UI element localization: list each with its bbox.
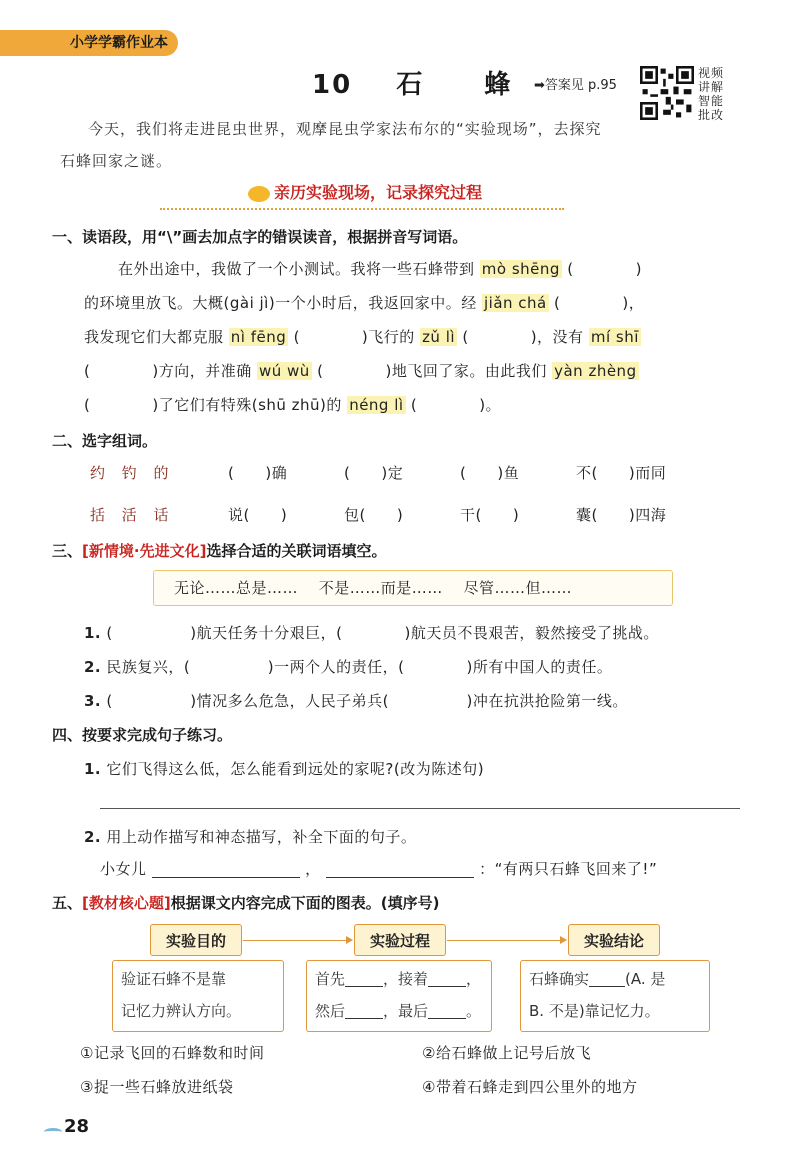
- q4-sentence: [100, 858, 657, 879]
- pinyin-7: yàn zhèng: [554, 362, 637, 380]
- option-1: ①记录飞回的石蜂数和时间: [80, 1044, 265, 1062]
- wave-icon: [44, 1128, 62, 1136]
- q5-num: 五、: [52, 894, 83, 912]
- conclusion-line-2: B. 不是)靠记忆力。: [529, 1002, 660, 1020]
- q2-item-2-4[interactable]: 囊( )四海: [576, 506, 667, 524]
- purpose-header: 实验目的: [150, 924, 242, 956]
- conclusion-text: (A. 是: [625, 970, 666, 988]
- q1-line-4: [84, 360, 639, 381]
- q1-text: )了它们有特殊(shū zhū)的: [152, 396, 342, 414]
- arrow-right-icon: [447, 940, 561, 941]
- blank-conclusion[interactable]: [589, 973, 625, 987]
- blank-4[interactable]: (: [462, 328, 531, 346]
- q4-heading: 四、按要求完成句子练习。: [52, 726, 233, 744]
- process-text: 。: [466, 1002, 482, 1020]
- item-number: 2.: [84, 828, 102, 846]
- blank-step-4[interactable]: [428, 1005, 466, 1019]
- q1-text: 我发现它们大都克服: [84, 328, 224, 346]
- process-text: 然后: [315, 1002, 346, 1020]
- bee-icon: [248, 186, 270, 202]
- q2-item-2-1[interactable]: 说( ): [228, 506, 288, 524]
- qr-code-icon[interactable]: [640, 66, 694, 120]
- q3-heading: [52, 540, 386, 561]
- option-2: ②给石蜂做上记号后放飞: [422, 1044, 591, 1062]
- q2-item-1-4[interactable]: 不( )而同: [576, 464, 667, 482]
- q1-text: )飞行的: [361, 328, 415, 346]
- process-box: [306, 960, 492, 1032]
- q2-item-1-1[interactable]: ( )确: [228, 464, 288, 482]
- pinyin-4: zǔ lì: [422, 328, 456, 346]
- pinyin-6: wú wù: [259, 362, 310, 380]
- q2-item-1-2[interactable]: ( )定: [344, 464, 404, 482]
- q1-text: )。: [479, 396, 502, 414]
- blank-5[interactable]: (: [84, 362, 153, 380]
- q3-text: )航天任务十分艰巨，(: [190, 624, 343, 642]
- q3-text: (: [106, 624, 113, 642]
- conclusion-header: 实验结论: [568, 924, 660, 956]
- q1-line-3: [84, 326, 641, 347]
- blank[interactable]: [190, 658, 268, 676]
- pinyin-3: nì fēng: [230, 328, 287, 346]
- option-3: ③捉一些石蜂放进纸袋: [80, 1078, 234, 1096]
- blank-8[interactable]: (: [410, 396, 480, 414]
- blank[interactable]: [389, 692, 467, 710]
- q5-title: 根据课文内容完成下面的图表。(填序号): [170, 894, 440, 912]
- q4-text: ：“有两只石蜂飞回来了!”: [479, 860, 658, 878]
- q4-text: ，: [305, 860, 321, 878]
- conclusion-text: 石蜂确实: [529, 970, 590, 988]
- q4-item-1-text: 它们飞得这么低，怎么能看到远处的家呢?(改为陈述句): [106, 760, 485, 778]
- blank[interactable]: [113, 624, 191, 642]
- q1-line-5: [84, 394, 501, 415]
- blank-step-2[interactable]: [428, 973, 466, 987]
- section-banner: [248, 180, 482, 203]
- item-number: 1.: [84, 624, 102, 642]
- intro-line-2: 石蜂回家之谜。: [60, 152, 173, 170]
- q1-heading: 一、读语段，用“\”画去加点字的错误读音，根据拼音写词语。: [52, 228, 468, 246]
- process-header: 实验过程: [354, 924, 446, 956]
- pinyin-2: jiǎn chá: [483, 294, 547, 312]
- page-number: 28: [64, 1116, 90, 1137]
- blank[interactable]: [405, 658, 467, 676]
- blank-1[interactable]: ( ): [567, 260, 642, 278]
- blank-step-3[interactable]: [345, 1005, 383, 1019]
- qr-label: 视频讲解 智能批改: [698, 66, 725, 122]
- pinyin-5: mí shī: [590, 328, 639, 346]
- q4-item-2: [84, 826, 416, 847]
- q2-item-1-3[interactable]: ( )鱼: [460, 464, 520, 482]
- blank-action[interactable]: [152, 862, 300, 878]
- q1-text: )，没有: [530, 328, 584, 346]
- q4-item-2-text: 用上动作描写和神态描写，补全下面的句子。: [106, 828, 417, 846]
- purpose-box: [112, 960, 284, 1032]
- q3-item-2: [84, 656, 612, 677]
- arrow-right-icon: [243, 940, 347, 941]
- q3-text: )情况多么危急，人民子弟兵(: [190, 692, 390, 710]
- q2-item-2-3[interactable]: 干( ): [460, 506, 520, 524]
- process-text: ，接着: [383, 970, 429, 988]
- q2-chars-row-1: 约 钓 的: [90, 464, 175, 482]
- item-number: 1.: [84, 760, 102, 778]
- pinyin-8: néng lì: [349, 396, 404, 414]
- q3-item-3: [84, 690, 628, 711]
- q5-tag: [教材核心题]: [82, 894, 171, 912]
- q3-text: (: [106, 692, 113, 710]
- q3-text: 民族复兴，(: [106, 658, 191, 676]
- process-text: 首先: [315, 970, 346, 988]
- lesson-char-2: 蜂: [484, 70, 513, 100]
- q1-text: )方向，并准确: [152, 362, 252, 380]
- answer-line[interactable]: [100, 808, 740, 809]
- q1-text: 的环境里放飞。大概(gài jì)一个小时后，我返回家中。经: [84, 294, 477, 312]
- item-number: 3.: [84, 692, 102, 710]
- q4-text: 小女儿: [100, 860, 147, 878]
- q3-text: )一两个人的责任，(: [267, 658, 405, 676]
- q4-item-1: [84, 758, 484, 779]
- q3-word-box: 无论……总是…… 不是……而是…… 尽管……但……: [153, 570, 673, 606]
- process-text: ，: [466, 970, 482, 988]
- blank-step-1[interactable]: [345, 973, 383, 987]
- blank-expression[interactable]: [326, 862, 474, 878]
- q1-line-1: [118, 258, 642, 279]
- q3-text: )所有中国人的责任。: [466, 658, 613, 676]
- book-tab: 小学学霸作业本: [0, 30, 178, 56]
- option-4: ④带着石蜂走到四公里外的地方: [422, 1078, 638, 1096]
- item-number: 2.: [84, 658, 102, 676]
- intro-line-1: 今天，我们将走进昆虫世界，观摩昆虫学家法布尔的“实验现场”，去探究: [88, 120, 602, 138]
- lesson-title: [312, 64, 512, 101]
- blank[interactable]: [113, 692, 191, 710]
- q3-tag: [新情境·先进文化]: [82, 542, 207, 560]
- purpose-line-1: 验证石蜂不是靠: [121, 970, 227, 988]
- q3-text: )航天员不畏艰苦，毅然接受了挑战。: [404, 624, 659, 642]
- banner-divider: [160, 208, 564, 210]
- q3-num: 三、: [52, 542, 83, 560]
- q5-heading: [52, 892, 439, 913]
- q2-heading: 二、选字组词。: [52, 432, 158, 450]
- q1-text: 在外出途中，我做了一个小测试。我将一些石蜂带到: [118, 260, 475, 278]
- q3-item-1: [84, 622, 659, 643]
- blank-2[interactable]: ( )，: [554, 294, 645, 312]
- q1-line-2: [84, 292, 644, 313]
- blank-7[interactable]: (: [84, 396, 153, 414]
- q1-text: )地飞回了家。由此我们: [385, 362, 547, 380]
- banner-text: 亲历实验现场，记录探究过程: [274, 183, 483, 202]
- q2-item-2-2[interactable]: 包( ): [344, 506, 404, 524]
- q3-title: 选择合适的关联词语填空。: [206, 542, 387, 560]
- blank-3[interactable]: (: [293, 328, 362, 346]
- lesson-number: 10: [312, 70, 353, 100]
- blank[interactable]: [343, 624, 405, 642]
- q3-text: )冲在抗洪抢险第一线。: [466, 692, 628, 710]
- answer-reference: ➡答案见 p.95: [534, 78, 617, 93]
- conclusion-box: [520, 960, 710, 1032]
- q2-chars-row-2: 括 活 话: [90, 506, 175, 524]
- blank-6[interactable]: (: [317, 362, 386, 380]
- process-text: ，最后: [383, 1002, 429, 1020]
- lesson-char-1: 石: [396, 70, 425, 100]
- purpose-line-2: 记忆力辨认方向。: [121, 1002, 242, 1020]
- pinyin-1: mò shēng: [481, 260, 560, 278]
